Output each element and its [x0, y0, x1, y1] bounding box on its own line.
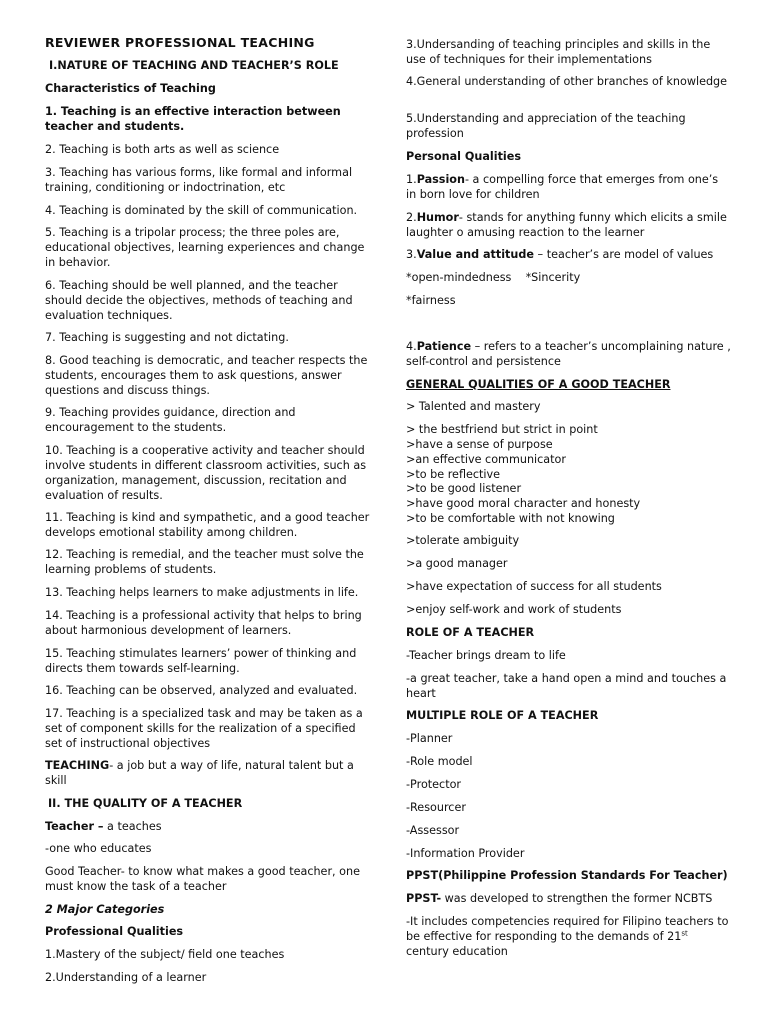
personal-quality-item [406, 210, 731, 240]
quality-def: - a compelling force that emerges from one’s in born love for children [406, 173, 719, 201]
quality-def: - stands for anything funny which elicits a smile laughter o amusing reaction to the learner [406, 211, 727, 239]
professional-quality-item: 2.Understanding of a learner [45, 971, 207, 984]
quality-term: Value and attitude [416, 248, 534, 261]
teaching-definition [45, 758, 370, 788]
characteristics-heading: Characteristics of Teaching [45, 82, 216, 95]
general-qualities-heading: GENERAL QUALITIES OF A GOOD TEACHER [406, 378, 671, 391]
fairness: *fairness [406, 294, 456, 307]
ppst-desc-text: -It includes competencies required for Filipino teachers to be effective for responding to the demands of 21 [406, 915, 729, 943]
general-quality-item: > the bestfriend but strict in point [406, 423, 598, 436]
characteristic-item: 17. Teaching is a specialized task and may be taken as a set of component skills for the realization of a specified set of instructional objectives [45, 707, 363, 750]
general-quality-item: >a good manager [406, 557, 508, 570]
personal-quality-item [406, 339, 731, 369]
multiple-role-item: -Role model [406, 755, 473, 768]
characteristic-item: 10. Teaching is a cooperative activity and teacher should involve students in different classroom activities, such as organization, management, discussion, recitation and evaluation of results. [45, 444, 367, 502]
characteristic-item: 6. Teaching should be well planned, and the teacher should decide the objectives, methods of teaching and evaluation techniques. [45, 279, 353, 322]
general-quality-item: >an effective communicator [406, 453, 566, 466]
quality-term: Passion [416, 173, 465, 186]
characteristic-item: 9. Teaching provides guidance, direction and encouragement to the students. [45, 406, 296, 434]
general-quality-item: >have good moral character and honesty [406, 497, 641, 510]
item-number: 1. [406, 173, 417, 186]
ppst-description [406, 914, 731, 959]
characteristic-item: 4. Teaching is dominated by the skill of communication. [45, 204, 358, 217]
characteristic-item: 3. Teaching has various forms, like formal and informal training, conditioning or indoctrination, etc [45, 166, 353, 194]
characteristic-item: 5. Teaching is a tripolar process; the three poles are, educational objectives, learning experiences and change in behavior. [45, 226, 365, 269]
characteristic-item: 15. Teaching stimulates learners’ power of thinking and directs them towards self-learning. [45, 647, 357, 675]
professional-quality-item: 4.General understanding of other branches of knowledge [406, 75, 728, 88]
characteristic-item: 12. Teaching is remedial, and the teacher must solve the learning problems of students. [45, 548, 364, 576]
page-title: REVIEWER PROFESSIONAL TEACHING [45, 35, 315, 50]
characteristic-item: 14. Teaching is a professional activity that helps to bring about harmonious development of learners. [45, 609, 362, 637]
ppst-desc-end: century education [406, 945, 508, 958]
professional-qualities-heading: Professional Qualities [45, 925, 184, 938]
professional-quality-item: 3.Undersanding of teaching principles and skills in the use of techniques for their implementations [406, 38, 711, 66]
role-item: -a great teacher, take a hand open a mind and touches a heart [406, 672, 727, 700]
multiple-role-item: -Resourcer [406, 801, 466, 814]
role-heading: ROLE OF A TEACHER [406, 626, 535, 639]
multiple-role-heading: MULTIPLE ROLE OF A TEACHER [406, 709, 599, 722]
personal-qualities-heading: Personal Qualities [406, 150, 522, 163]
section-heading-1: I.NATURE OF TEACHING AND TEACHER’S ROLE [49, 59, 339, 72]
personal-quality-item [406, 247, 731, 262]
characteristic-item: 13. Teaching helps learners to make adjustments in life. [45, 586, 359, 599]
general-quality-item: >enjoy self-work and work of students [406, 603, 622, 616]
general-quality-item: >to be good listener [406, 482, 522, 495]
good-teacher: Good Teacher- to know what makes a good teacher, one must know the task of a teacher [45, 865, 360, 893]
characteristic-item: 16. Teaching can be observed, analyzed and evaluated. [45, 684, 358, 697]
quality-def: – teacher’s are model of values [533, 248, 714, 261]
quality-term: Patience [416, 340, 472, 353]
item-number: 2. [406, 211, 417, 224]
professional-quality-item: 5.Understanding and appreciation of the teaching profession [406, 112, 686, 140]
multiple-role-item: -Information Provider [406, 847, 525, 860]
major-categories: 2 Major Categories [45, 903, 165, 916]
general-quality-item: >have a sense of purpose [406, 438, 553, 451]
general-quality-item: >to be reflective [406, 468, 501, 481]
values-line: *open-mindedness *Sincerity [406, 271, 581, 284]
ppst-def: was developed to strengthen the former NCBTS [441, 892, 713, 905]
teaching-def: - a job but a way of life, natural talent but a skill [45, 759, 354, 787]
teacher-definition [45, 819, 370, 834]
characteristic-item: 8. Good teaching is democratic, and teacher respects the students, encourages them to ask questions, answer questions and discuss things. [45, 354, 368, 397]
general-quality-item: >have expectation of success for all students [406, 580, 662, 593]
section-heading-2: II. THE QUALITY OF A TEACHER [48, 797, 243, 810]
teacher-term: Teacher – [45, 820, 104, 833]
characteristic-item: 1. Teaching is an effective interaction between teacher and students. [45, 105, 341, 133]
quality-term: Humor [416, 211, 459, 224]
one-who-educates: -one who educates [45, 842, 152, 855]
role-item: -Teacher brings dream to life [406, 649, 566, 662]
multiple-role-item: -Planner [406, 732, 453, 745]
item-number: 3. [406, 248, 417, 261]
characteristic-item: 11. Teaching is kind and sympathetic, and a good teacher develops emotional stability among children. [45, 511, 370, 539]
teaching-term: TEACHING [45, 759, 110, 772]
item-number: 4. [406, 340, 417, 353]
characteristic-item: 2. Teaching is both arts as well as science [45, 143, 280, 156]
ppst-superscript: st [681, 929, 688, 938]
ppst-heading: PPST(Philippine Profession Standards For Teacher) [406, 869, 728, 882]
ppst-definition [406, 891, 731, 906]
professional-quality-item: 1.Mastery of the subject/ field one teaches [45, 948, 285, 961]
general-quality-item: >tolerate ambiguity [406, 534, 520, 547]
ppst-term: PPST- [406, 892, 442, 905]
characteristic-item: 7. Teaching is suggesting and not dictating. [45, 331, 289, 344]
multiple-role-item: -Protector [406, 778, 462, 791]
quality-def: – refers to a teacher’s uncomplaining nature , self-control and persistence [406, 340, 731, 368]
teacher-def: a teaches [103, 820, 162, 833]
multiple-role-item: -Assessor [406, 824, 460, 837]
general-quality-item: >to be comfortable with not knowing [406, 512, 615, 525]
personal-quality-item [406, 172, 731, 202]
general-quality-item: > Talented and mastery [406, 400, 541, 413]
